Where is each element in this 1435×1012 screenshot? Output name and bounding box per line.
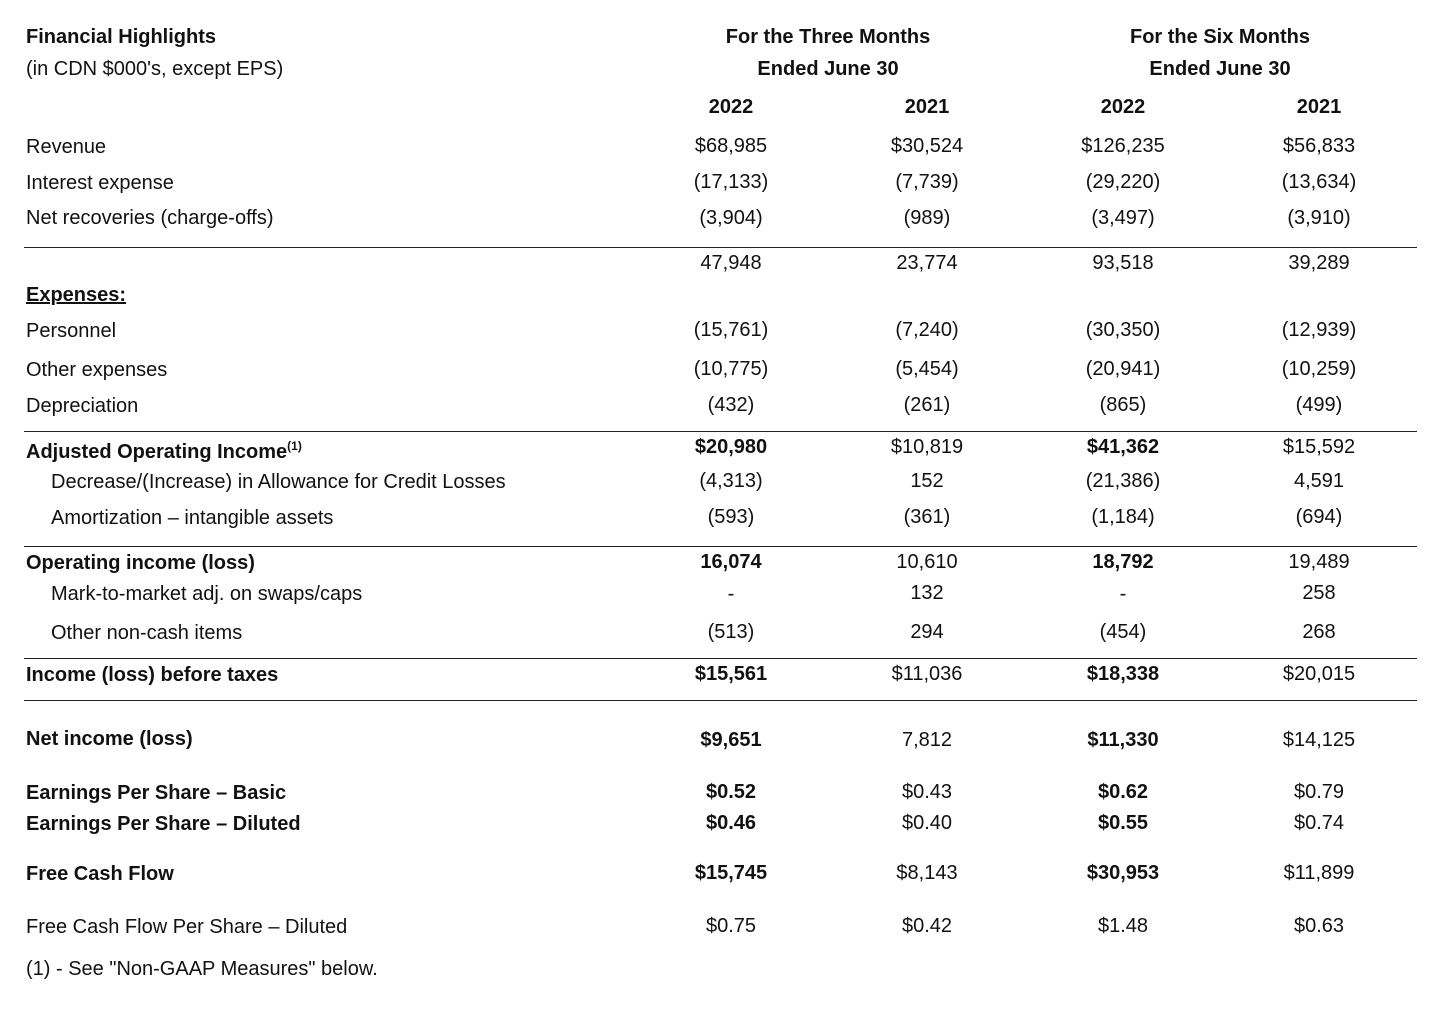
row-value: $30,953 xyxy=(1086,862,1160,884)
row-value: $11,330 xyxy=(1087,729,1159,751)
row-label: Free Cash Flow xyxy=(26,863,174,885)
row-value: 294 xyxy=(910,621,944,643)
row-value: - xyxy=(727,583,735,605)
row-value: (499) xyxy=(1295,394,1343,416)
subtotal-value: 39,289 xyxy=(1288,252,1350,274)
year-header: 2021 xyxy=(904,96,950,118)
row-value: $9,651 xyxy=(700,729,762,751)
footnote: (1) - See "Non-GAAP Measures" below. xyxy=(26,958,378,980)
table-divider xyxy=(24,546,1417,547)
row-value: $126,235 xyxy=(1081,135,1165,157)
row-value: $20,015 xyxy=(1282,663,1356,685)
row-label: Other non-cash items xyxy=(51,622,243,644)
row-value: 132 xyxy=(910,582,944,604)
table-units-note: (in CDN $000's, except EPS) xyxy=(26,58,284,80)
row-label: Net recoveries (charge-offs) xyxy=(26,207,274,229)
row-value: (30,350) xyxy=(1085,319,1161,341)
row-value: $0.46 xyxy=(705,812,757,834)
row-label: Interest expense xyxy=(26,172,174,194)
row-value: 268 xyxy=(1302,621,1336,643)
row-value: (1,184) xyxy=(1091,506,1155,528)
expenses-heading: Expenses: xyxy=(26,284,127,306)
row-value: (694) xyxy=(1295,506,1343,528)
row-value: $68,985 xyxy=(694,135,768,157)
row-label: Operating income (loss) xyxy=(26,552,255,574)
six-months-subheading: Ended June 30 xyxy=(1149,58,1291,80)
six-months-heading: For the Six Months xyxy=(1130,26,1310,48)
row-value: 18,792 xyxy=(1092,551,1154,573)
row-value: $0.42 xyxy=(901,915,953,937)
row-value: 258 xyxy=(1302,582,1336,604)
row-value: - xyxy=(1119,583,1127,605)
table-divider xyxy=(24,700,1417,701)
row-label: Earnings Per Share – Diluted xyxy=(26,813,301,835)
row-value: $10,819 xyxy=(890,436,964,458)
row-label: Decrease/(Increase) in Allowance for Credit Losses xyxy=(51,471,506,493)
row-value: (3,904) xyxy=(699,207,763,229)
table-divider xyxy=(24,658,1417,659)
row-label: Mark-to-market adj. on swaps/caps xyxy=(51,583,363,605)
row-value: $18,338 xyxy=(1086,663,1160,685)
row-value: (513) xyxy=(707,621,755,643)
row-value: $0.43 xyxy=(901,781,953,803)
row-value: (989) xyxy=(903,207,951,229)
row-value: $0.75 xyxy=(705,915,757,937)
row-value: $30,524 xyxy=(890,135,964,157)
subtotal-value: 93,518 xyxy=(1092,252,1154,274)
row-value: (5,454) xyxy=(895,358,959,380)
row-value: 4,591 xyxy=(1293,470,1345,492)
table-divider xyxy=(24,247,1417,248)
row-value: $0.63 xyxy=(1293,915,1345,937)
year-header: 2021 xyxy=(1296,96,1342,118)
row-value: (13,634) xyxy=(1281,171,1357,193)
row-value: (7,240) xyxy=(895,319,959,341)
row-value: (20,941) xyxy=(1085,358,1161,380)
row-value: $56,833 xyxy=(1282,135,1356,157)
row-value: $11,036 xyxy=(891,663,963,685)
row-label xyxy=(26,440,302,464)
row-value: (454) xyxy=(1099,621,1147,643)
row-value: (17,133) xyxy=(693,171,769,193)
row-value: $0.79 xyxy=(1293,781,1345,803)
row-value: (3,497) xyxy=(1091,207,1155,229)
row-value: (3,910) xyxy=(1287,207,1351,229)
row-value: 10,610 xyxy=(896,551,958,573)
year-header: 2022 xyxy=(1100,96,1146,118)
footnote-marker: (1) xyxy=(287,439,302,453)
row-value: $14,125 xyxy=(1282,729,1356,751)
row-value: 152 xyxy=(910,470,944,492)
subtotal-value: 23,774 xyxy=(896,252,958,274)
row-value: $0.62 xyxy=(1097,781,1149,803)
row-value: $15,561 xyxy=(694,663,768,685)
row-value: (15,761) xyxy=(693,319,769,341)
row-label: Revenue xyxy=(26,136,107,158)
row-value: $15,745 xyxy=(694,862,768,884)
row-value: $11,899 xyxy=(1283,862,1355,884)
table-title: Financial Highlights xyxy=(26,26,217,48)
row-value: (12,939) xyxy=(1281,319,1357,341)
row-value: $41,362 xyxy=(1086,436,1160,458)
row-label: Personnel xyxy=(26,320,117,342)
row-value: (865) xyxy=(1099,394,1147,416)
row-label: Other expenses xyxy=(26,359,168,381)
row-value: 16,074 xyxy=(700,551,762,573)
row-value: (29,220) xyxy=(1085,171,1161,193)
row-value: $8,143 xyxy=(896,862,958,884)
year-header: 2022 xyxy=(708,96,754,118)
row-label: Free Cash Flow Per Share – Diluted xyxy=(26,916,348,938)
row-label: Amortization – intangible assets xyxy=(51,507,334,529)
row-value: (361) xyxy=(903,506,951,528)
row-label: Earnings Per Share – Basic xyxy=(26,782,287,804)
row-value: 7,812 xyxy=(901,729,953,751)
subtotal-value: 47,948 xyxy=(700,252,762,274)
three-months-heading: For the Three Months xyxy=(725,26,931,48)
row-label: Net income (loss) xyxy=(26,728,193,750)
row-value: (261) xyxy=(903,394,951,416)
row-value: 19,489 xyxy=(1288,551,1350,573)
row-value: (10,775) xyxy=(693,358,769,380)
row-value: (4,313) xyxy=(699,470,763,492)
row-label: Depreciation xyxy=(26,395,139,417)
row-value: $15,592 xyxy=(1282,436,1356,458)
row-value: (7,739) xyxy=(895,171,959,193)
row-label-text: Adjusted Operating Income xyxy=(26,441,288,463)
row-value: (593) xyxy=(707,506,755,528)
row-value: $0.74 xyxy=(1293,812,1345,834)
row-value: $0.40 xyxy=(901,812,953,834)
table-divider xyxy=(24,431,1417,432)
row-value: (10,259) xyxy=(1281,358,1357,380)
row-value: $0.55 xyxy=(1097,812,1149,834)
three-months-subheading: Ended June 30 xyxy=(757,58,899,80)
row-label: Income (loss) before taxes xyxy=(26,664,279,686)
row-value: $0.52 xyxy=(705,781,757,803)
row-value: (432) xyxy=(707,394,755,416)
row-value: $1.48 xyxy=(1097,915,1149,937)
row-value: $20,980 xyxy=(694,436,768,458)
row-value: (21,386) xyxy=(1085,470,1161,492)
